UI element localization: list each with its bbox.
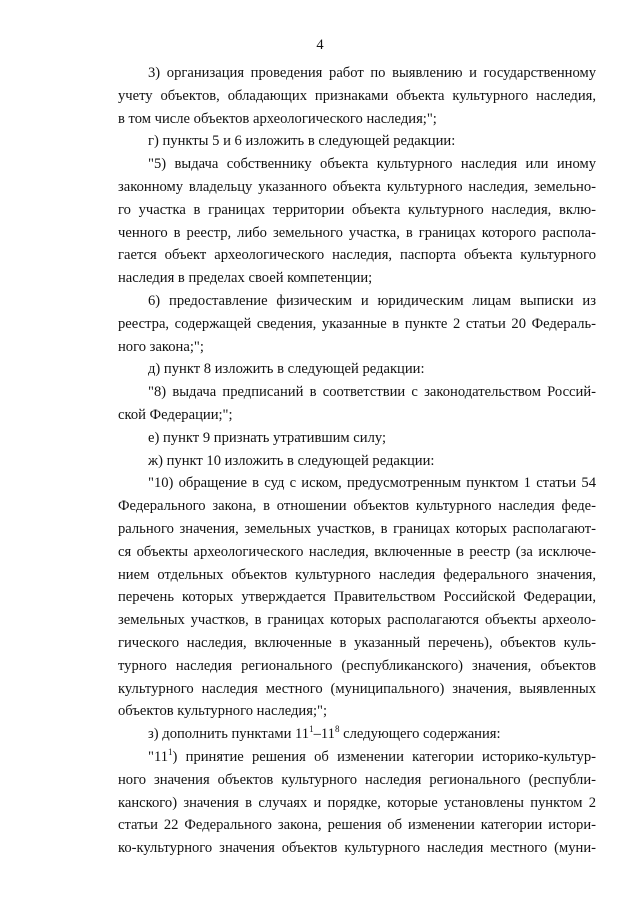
supplement-line xyxy=(118,723,596,746)
paragraph-block xyxy=(118,62,596,723)
text-line: 3) организация проведения работ по выявлению и государственному xyxy=(148,65,596,81)
text-line: в том числе объектов археологического наследия;"; xyxy=(118,110,437,127)
text-line: наследия в пределах своей компетенции; xyxy=(118,270,373,287)
text-line: "10) обращение в суд с иском, предусмотренным пунктом 1 статьи 54 xyxy=(148,475,596,492)
text-line: ской Федерации;"; xyxy=(118,406,233,423)
text-line: г) пункты 5 и 6 изложить в следующей редакции: xyxy=(148,133,456,150)
paragraph-block xyxy=(118,769,596,860)
text-line: "8) выдача предписаний в соответствии с законодательством Россий- xyxy=(148,384,596,401)
point-suffix: ) принятие решения об изменении категории историко-культур- xyxy=(172,748,596,765)
text-line: д) пункт 8 изложить в следующей редакции: xyxy=(148,361,425,378)
text-line: ного закона;"; xyxy=(118,338,204,355)
superscript: 1 xyxy=(168,746,173,757)
text-line: статьи 22 Федерального закона, решения об изменении категории истори- xyxy=(118,817,596,834)
text-line: го участка в границах территории объекта культурного наследия, вклю- xyxy=(118,201,596,218)
text-line: ко-культурного значения объектов культурного наследия местного (муни- xyxy=(118,840,596,857)
text-line: турного наследия регионального (республиканского) значения, объектов xyxy=(118,657,596,674)
text-line: Федерального закона, в отношении объектов культурного наследия феде- xyxy=(118,498,596,515)
text-line: учету объектов, обладающих признаками объекта культурного наследия, xyxy=(118,87,596,104)
superscript: 8 xyxy=(334,724,340,735)
text-line: законному владельцу указанного объекта культурного наследия, земельно- xyxy=(118,178,596,195)
supplement-prefix: з) дополнить пунктами 11 xyxy=(148,726,310,743)
text-line: культурного наследия местного (муниципального) значения, выявленных xyxy=(118,680,596,697)
text-line: земельных участков, в границах которых располагаются объекты археоло- xyxy=(118,612,596,629)
text-line: ченного в реестр, либо земельного участка, в границах которого распола- xyxy=(118,224,596,241)
text-line: нием отдельных объектов культурного наследия федерального значения, xyxy=(118,566,596,583)
text-line: е) пункт 9 признать утратившим силу; xyxy=(148,429,387,446)
text-line: гического наследия, включенные в указанный перечень), объектов куль- xyxy=(118,634,596,651)
supplement-suffix: следующего содержания: xyxy=(339,726,501,743)
text-line: ж) пункт 10 изложить в следующей редакции: xyxy=(148,452,435,469)
page-number: 4 xyxy=(316,37,324,53)
text-line: 6) предоставление физическим и юридическим лицам выписки из xyxy=(148,292,596,309)
document-body xyxy=(118,62,596,860)
text-line: объектов культурного наследия;"; xyxy=(118,703,328,720)
text-line: ного значения объектов культурного наследия регионального (республи- xyxy=(118,771,596,788)
text-line: канского) значения в случаях и порядке, которые установлены пунктом 2 xyxy=(118,794,596,811)
text-line: реестра, содержащей сведения, указанные в пункте 2 статьи 20 Федераль- xyxy=(118,315,596,332)
text-line: рального значения, земельных участков, в границах которых располагают- xyxy=(118,520,596,537)
text-line: ся объекты археологического наследия, включенные в реестр (за исключе- xyxy=(118,543,596,560)
text-line: перечень которых утверждается Правительством Российской Федерации, xyxy=(118,589,596,606)
supplement-dash: –11 xyxy=(313,726,335,743)
text-line: "5) выдача собственнику объекта культурного наследия или иному xyxy=(148,156,596,173)
point-prefix: "11 xyxy=(148,748,169,765)
text-line: гается объект археологического наследия, паспорта объекта культурного xyxy=(118,247,596,264)
superscript: 1 xyxy=(309,724,314,735)
point-11-1-line xyxy=(118,746,596,769)
